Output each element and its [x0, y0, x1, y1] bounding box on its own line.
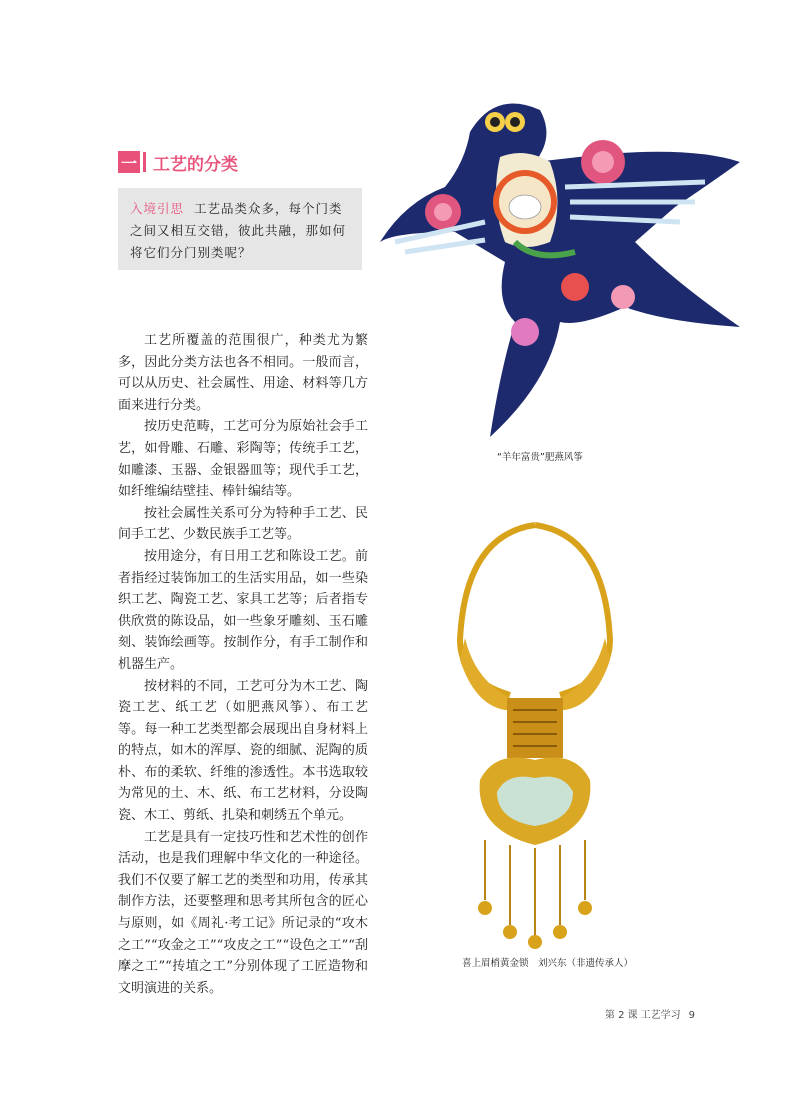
- intro-label: 入境引思: [130, 201, 185, 216]
- lock-caption: 喜上眉梢黄金锁 刘兴东（非遗传承人）: [462, 958, 634, 969]
- kite-caption: “羊年富贵”肥燕风筝: [497, 452, 583, 463]
- page-number: 9: [688, 1010, 695, 1021]
- lesson-number: 第 2 课: [604, 1010, 638, 1021]
- section-title: 工艺的分类: [153, 154, 238, 175]
- intro-text: 工艺品类众多，每个门类之间又相互交错，彼此共融，那如何将它们分门别类呢？: [130, 201, 347, 260]
- lesson-topic: 工艺学习: [640, 1010, 681, 1021]
- page-footer: [602, 1006, 695, 1021]
- paragraph: 按社会属性关系可分为特种手工艺、民间手工艺、少数民族手工艺等。: [118, 505, 368, 543]
- body-text: [118, 330, 368, 999]
- section-heading: [118, 150, 238, 174]
- paragraph: 工艺所覆盖的范围很广，种类尤为繁多，因此分类方法也各不相同。一般而言，可以从历史、社会属性、用途、材料等几方面来进行分类。: [118, 333, 368, 413]
- paragraph: 工艺是具有一定技巧性和艺术性的创作活动，也是我们理解中华文化的一种途径。我们不仅要了解工艺的类型和功用，传承其制作方法，还要整理和思考其所包含的匠心与原则，如《周礼·考工记》所记录的“攻木之工”“攻金之工”“攻皮之工”“设色之工”“刮摩之工”“抟埴之工”分别体现了工匠造物和文明演进的关系。: [118, 829, 368, 996]
- section-number: 一: [118, 151, 140, 173]
- paragraph: 按历史范畴，工艺可分为原始社会手工艺，如骨雕、石雕、彩陶等；传统手工艺，如雕漆、玉器、金银器皿等；现代手工艺，如纤维编结壁挂、棒针编结等。: [118, 419, 368, 500]
- swallow-kite-illustration: [375, 92, 745, 442]
- paragraph: 按材料的不同，工艺可分为木工艺、陶瓷工艺、纸工艺（如肥燕风筝）、布工艺等。每一种工艺类型都会展现出自身材料上的特点，如木的浑厚、瓷的细腻、泥陶的质朴、布的柔软、纤维的渗透性。本书选取较为常见的土、木、纸、布工艺材料，分设陶瓷、木工、剪纸、扎染和刺绣五个单元。: [118, 678, 368, 824]
- gold-lock-illustration: [455, 520, 615, 950]
- intro-box: [118, 188, 362, 270]
- section-divider: [143, 152, 146, 172]
- paragraph: 按用途分，有日用工艺和陈设工艺。前者指经过装饰加工的生活实用品，如一些染织工艺、陶瓷工艺、家具工艺等；后者指专供欣赏的陈设品，如一些象牙雕刻、玉石雕刻、装饰绘画等。按制作分，有手工制作和机器生产。: [118, 548, 368, 672]
